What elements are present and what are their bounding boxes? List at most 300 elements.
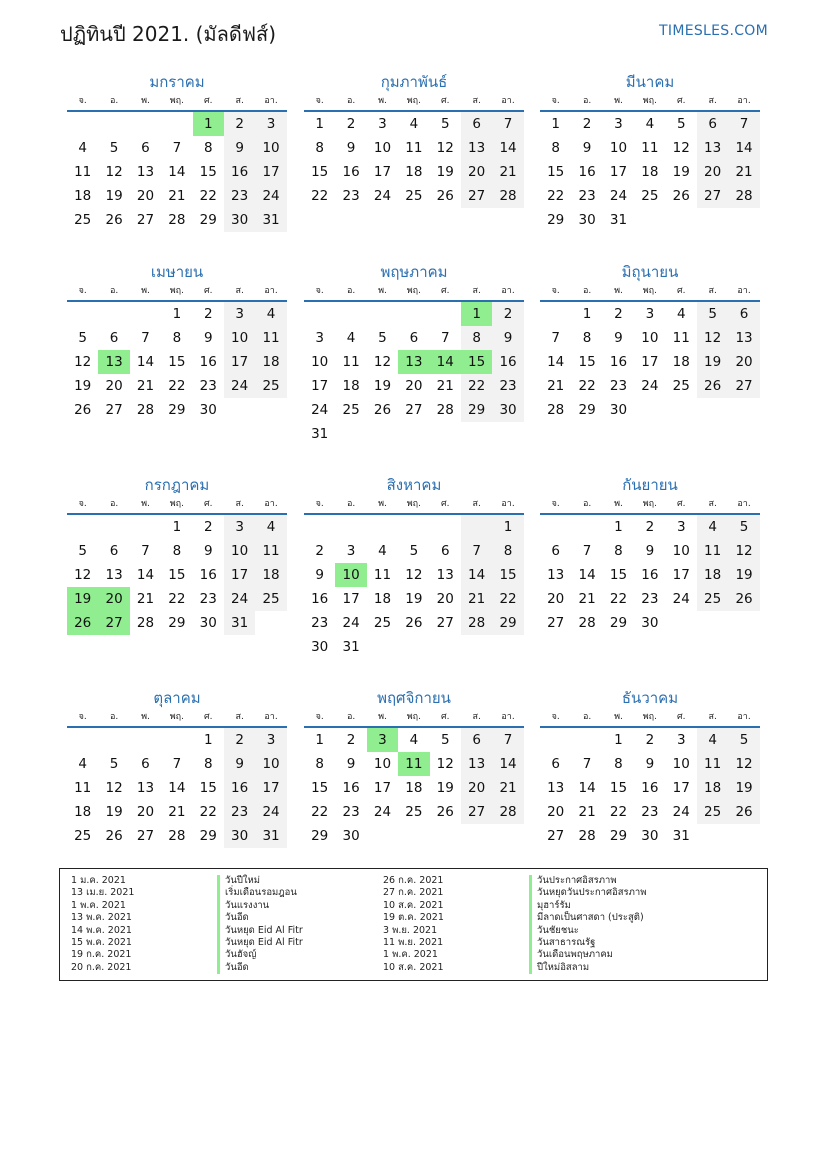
day-cell: 10 [255,752,286,776]
day-cell: 17 [255,776,286,800]
day-cell: 14 [578,780,596,796]
day-cell: 19 [74,378,92,394]
day-cell: 14 [547,354,565,370]
day-cell: 20 [461,776,492,800]
day-cell: 5 [78,330,87,346]
day-cell: 9 [614,330,623,346]
day-cell: 24 [672,591,690,607]
day-cell: 29 [199,212,217,228]
day-cell: 20 [136,804,155,820]
day-cell: 15 [492,563,523,587]
day-cell: 10 [609,140,628,156]
day-cell: 20 [461,160,492,184]
day-cell: 14 [430,350,461,374]
empty-day-cell [398,422,429,446]
month-block [304,473,524,659]
day-cell: 31 [311,426,329,442]
day-cell: 16 [641,567,659,583]
weekday-label: พ. [378,96,387,106]
day-cell: 19 [728,563,759,587]
day-cell: 3 [315,330,324,346]
day-cell: 3 [224,515,255,539]
weekday-label: อา. [264,286,278,296]
day-cell: 13 [697,136,728,160]
day-cell: 15 [609,567,628,583]
day-cell: 4 [697,515,728,539]
holiday-date: 10 ส.ค. 2021 [383,961,444,973]
day-cell: 8 [203,140,213,156]
weekday-label: พฤ. [642,96,657,106]
weekday-label: ส. [708,499,717,509]
day-cell: 3 [255,728,286,752]
month-block [540,70,760,232]
weekday-header [540,497,760,515]
day-cell: 26 [697,374,728,398]
day-cell: 13 [547,567,565,583]
day-cell: 10 [641,330,659,346]
day-cell: 22 [609,804,628,820]
weekday-label: พ. [378,286,387,296]
day-cell: 10 [224,326,255,350]
month-block [67,260,287,422]
empty-day-cell [130,112,161,136]
day-cell: 13 [398,350,429,374]
day-cell: 20 [105,378,123,394]
day-cell: 26 [436,188,454,204]
day-cell: 21 [136,378,155,394]
weekday-label: ศ. [676,286,686,296]
day-cell: 29 [492,611,523,635]
empty-day-cell [697,208,728,232]
day-cell: 6 [141,756,150,772]
day-cell: 27 [728,374,759,398]
month-name: มีนาคม [625,73,675,91]
weekday-label: อ. [109,96,119,106]
day-cell: 18 [405,164,423,180]
holiday-name: วันหยุดวันประกาศอิสรภาพ [529,887,646,899]
day-cell: 17 [672,567,690,583]
day-cell: 20 [405,378,423,394]
weekday-label: จ. [315,286,324,296]
day-cell: 18 [255,350,286,374]
month-block [540,473,760,635]
day-cell: 4 [409,732,419,748]
day-grid [67,112,287,232]
day-cell: 4 [78,756,87,772]
holiday-date: 15 พ.ค. 2021 [71,936,132,948]
day-cell: 10 [311,354,329,370]
day-cell: 17 [373,780,392,796]
day-cell: 28 [578,615,596,631]
day-cell: 22 [199,804,217,820]
day-cell: 19 [105,804,123,820]
day-cell: 14 [492,752,523,776]
day-cell: 5 [697,302,728,326]
weekday-header [304,284,524,302]
day-cell: 3 [255,112,286,136]
day-cell: 28 [461,611,492,635]
day-cell: 12 [105,164,123,180]
day-cell: 16 [342,164,360,180]
day-cell: 13 [105,567,123,583]
day-cell: 12 [672,140,690,156]
day-cell: 2 [224,728,255,752]
day-cell: 12 [436,756,454,772]
day-cell: 7 [440,330,450,346]
weekday-label: พฤ. [169,499,184,509]
day-cell: 9 [224,136,255,160]
day-cell: 11 [342,354,360,370]
weekday-label: จ. [551,96,560,106]
day-cell: 23 [311,615,329,631]
day-cell: 23 [578,188,596,204]
day-cell: 8 [614,756,623,772]
day-cell: 4 [255,302,286,326]
day-cell: 26 [672,188,690,204]
empty-day-cell [367,515,398,539]
day-cell: 17 [342,591,360,607]
day-cell: 8 [461,326,492,350]
day-cell: 30 [311,639,329,655]
day-cell: 3 [367,728,398,752]
day-cell: 1 [315,116,324,132]
empty-day-cell [98,728,129,752]
day-cell: 7 [141,543,150,559]
day-cell: 29 [547,212,565,228]
day-cell: 24 [255,184,286,208]
day-cell: 17 [224,350,255,374]
empty-day-cell [367,824,398,848]
day-cell: 27 [136,828,155,844]
day-cell: 15 [547,164,565,180]
weekday-label: ศ. [440,712,450,722]
day-cell: 25 [697,800,728,824]
day-cell: 21 [461,587,492,611]
day-cell: 16 [199,354,217,370]
day-cell: 18 [74,188,92,204]
weekday-label: พฤ. [169,712,184,722]
day-cell: 20 [697,160,728,184]
holiday-date: 1 พ.ค. 2021 [383,949,438,961]
weekday-label: พฤ. [169,96,184,106]
empty-day-cell [540,302,571,326]
holiday-name: วันหยุด Eid Al Fitr [217,937,303,949]
day-cell: 8 [172,543,182,559]
empty-day-cell [98,515,129,539]
day-grid [540,515,760,635]
weekday-label: พ. [141,286,150,296]
day-cell: 22 [547,188,565,204]
day-cell: 19 [728,776,759,800]
weekday-label: จ. [315,96,324,106]
day-cell: 9 [582,140,592,156]
empty-day-cell [304,302,335,326]
holiday-name: มุฮาร์รัม [529,900,571,912]
day-cell: 14 [136,567,155,583]
day-cell: 20 [728,350,759,374]
day-grid [540,728,760,848]
empty-day-cell [540,515,571,539]
day-cell: 10 [373,140,392,156]
weekday-label: จ. [315,712,324,722]
day-cell: 12 [74,567,92,583]
day-cell: 28 [728,184,759,208]
day-cell: 16 [609,354,628,370]
day-grid [304,728,524,848]
day-cell: 25 [373,615,392,631]
weekday-label: จ. [551,499,560,509]
brand-link[interactable]: TIMESLES.COM [659,23,768,39]
weekday-label: อ. [582,286,592,296]
day-cell: 20 [136,188,155,204]
holiday-name: วันอีด [217,912,249,924]
day-cell: 16 [224,776,255,800]
day-cell: 26 [373,402,392,418]
day-cell: 8 [551,140,560,156]
day-cell: 19 [67,587,98,611]
day-cell: 31 [672,828,690,844]
day-cell: 1 [203,732,213,748]
day-cell: 14 [728,136,759,160]
day-cell: 25 [74,212,92,228]
weekday-label: ส. [235,499,244,509]
day-cell: 30 [224,824,255,848]
day-cell: 21 [578,591,596,607]
day-cell: 11 [641,140,659,156]
weekday-label: ศ. [440,286,450,296]
day-cell: 6 [728,302,759,326]
empty-day-cell [571,515,602,539]
weekday-label: พ. [614,96,623,106]
day-cell: 9 [645,756,655,772]
day-cell: 14 [492,136,523,160]
empty-day-cell [430,422,461,446]
day-cell: 21 [168,804,186,820]
weekday-label: จ. [315,499,324,509]
day-cell: 23 [199,378,217,394]
day-cell: 25 [74,828,92,844]
holiday-name: วันประกาศอิสรภาพ [529,875,617,887]
day-grid [540,112,760,232]
day-cell: 20 [436,591,454,607]
month-name: มิถุนายน [621,263,679,281]
weekday-label: จ. [78,499,87,509]
weekday-label: จ. [551,712,560,722]
day-cell: 4 [645,116,655,132]
day-cell: 4 [676,306,686,322]
empty-day-cell [697,824,728,848]
day-cell: 1 [582,306,592,322]
day-cell: 20 [547,804,565,820]
day-cell: 15 [199,780,217,796]
day-cell: 29 [199,828,217,844]
day-cell: 12 [697,326,728,350]
day-cell: 21 [168,188,186,204]
day-cell: 6 [461,728,492,752]
weekday-label: อ. [346,286,356,296]
day-cell: 23 [641,804,659,820]
empty-day-cell [67,112,98,136]
day-cell: 7 [582,543,592,559]
day-cell: 18 [697,563,728,587]
day-cell: 22 [199,188,217,204]
day-cell: 26 [728,800,759,824]
day-cell: 19 [105,188,123,204]
weekday-header [67,284,287,302]
day-cell: 31 [609,212,628,228]
weekday-label: พฤ. [406,286,421,296]
day-cell: 16 [641,780,659,796]
weekday-label: อา. [501,96,515,106]
day-cell: 14 [136,354,155,370]
day-cell: 11 [697,539,728,563]
day-cell: 1 [551,116,560,132]
empty-day-cell [728,208,759,232]
day-cell: 1 [193,112,224,136]
month-name: ตุลาคม [153,689,201,707]
day-cell: 31 [224,611,255,635]
weekday-label: พ. [614,499,623,509]
day-cell: 3 [645,306,655,322]
day-cell: 30 [641,828,659,844]
day-cell: 28 [168,828,186,844]
day-cell: 18 [373,591,392,607]
day-cell: 27 [136,212,155,228]
day-cell: 21 [492,160,523,184]
day-cell: 21 [492,776,523,800]
month-name: พฤษภาคม [380,263,448,281]
day-cell: 18 [342,378,360,394]
day-cell: 1 [172,519,182,535]
day-cell: 17 [672,780,690,796]
day-cell: 27 [547,828,565,844]
weekday-header [67,497,287,515]
weekday-label: อา. [737,96,751,106]
day-cell: 27 [461,184,492,208]
day-cell: 9 [203,330,213,346]
day-cell: 7 [172,756,182,772]
empty-day-cell [634,398,665,422]
holiday-name: วันฮัจญ์ [217,949,256,961]
empty-day-cell [461,824,492,848]
day-cell: 8 [582,330,592,346]
month-block [304,686,524,848]
weekday-label: ศ. [203,286,213,296]
day-cell: 29 [578,402,596,418]
day-cell: 9 [645,543,655,559]
month-block [540,260,760,422]
weekday-label: ศ. [203,499,213,509]
day-cell: 17 [311,378,329,394]
weekday-label: อ. [346,712,356,722]
day-cell: 21 [728,160,759,184]
day-cell: 5 [378,330,387,346]
day-cell: 15 [199,164,217,180]
day-cell: 25 [405,804,423,820]
day-cell: 29 [168,615,186,631]
empty-day-cell [430,515,461,539]
weekday-label: พ. [141,96,150,106]
day-cell: 7 [492,112,523,136]
empty-day-cell [255,611,286,635]
weekday-label: จ. [78,286,87,296]
day-cell: 8 [315,756,324,772]
day-cell: 12 [405,567,423,583]
weekday-label: พ. [141,499,150,509]
holiday-date: 13 เม.ย. 2021 [71,887,135,899]
day-cell: 16 [199,567,217,583]
day-cell: 22 [609,591,628,607]
day-cell: 14 [168,780,186,796]
day-cell: 25 [641,188,659,204]
empty-day-cell [634,208,665,232]
day-cell: 5 [440,116,450,132]
empty-day-cell [255,398,286,422]
empty-day-cell [67,728,98,752]
day-cell: 29 [609,828,628,844]
day-cell: 9 [346,756,356,772]
day-cell: 11 [74,780,92,796]
weekday-label: ส. [235,712,244,722]
month-block [304,260,524,446]
empty-day-cell [130,302,161,326]
day-cell: 18 [641,164,659,180]
weekday-label: อ. [582,499,592,509]
day-cell: 2 [224,112,255,136]
day-cell: 18 [405,780,423,796]
day-cell: 25 [697,587,728,611]
day-cell: 24 [641,378,659,394]
empty-day-cell [571,728,602,752]
day-cell: 19 [436,164,454,180]
day-cell: 27 [436,615,454,631]
day-cell: 28 [168,212,186,228]
day-cell: 23 [342,188,360,204]
weekday-header [540,284,760,302]
day-cell: 24 [609,188,628,204]
day-cell: 6 [141,140,150,156]
empty-day-cell [430,302,461,326]
day-cell: 3 [676,519,686,535]
day-cell: 16 [492,350,523,374]
holiday-name: วันเดือนพฤษภาคม [529,949,613,961]
day-cell: 9 [346,140,356,156]
day-cell: 31 [342,639,360,655]
day-cell: 27 [405,402,423,418]
empty-day-cell [130,515,161,539]
page-title: ปฏิทินปี 2021. (มัลดีฟส์) [60,22,277,46]
empty-day-cell [697,398,728,422]
weekday-label: ศ. [676,499,686,509]
weekday-label: อ. [346,96,356,106]
day-grid [67,728,287,848]
weekday-label: พฤ. [642,499,657,509]
weekday-label: ส. [472,286,481,296]
day-cell: 2 [203,306,213,322]
day-cell: 13 [436,567,454,583]
holiday-date: 1 ม.ค. 2021 [71,875,126,886]
day-cell: 30 [609,402,628,418]
day-cell: 2 [346,732,356,748]
day-cell: 12 [373,354,392,370]
day-cell: 20 [547,591,565,607]
day-cell: 13 [136,780,155,796]
day-cell: 1 [461,302,492,326]
day-cell: 7 [461,539,492,563]
day-cell: 8 [172,330,182,346]
empty-day-cell [492,824,523,848]
month-block [67,473,287,635]
